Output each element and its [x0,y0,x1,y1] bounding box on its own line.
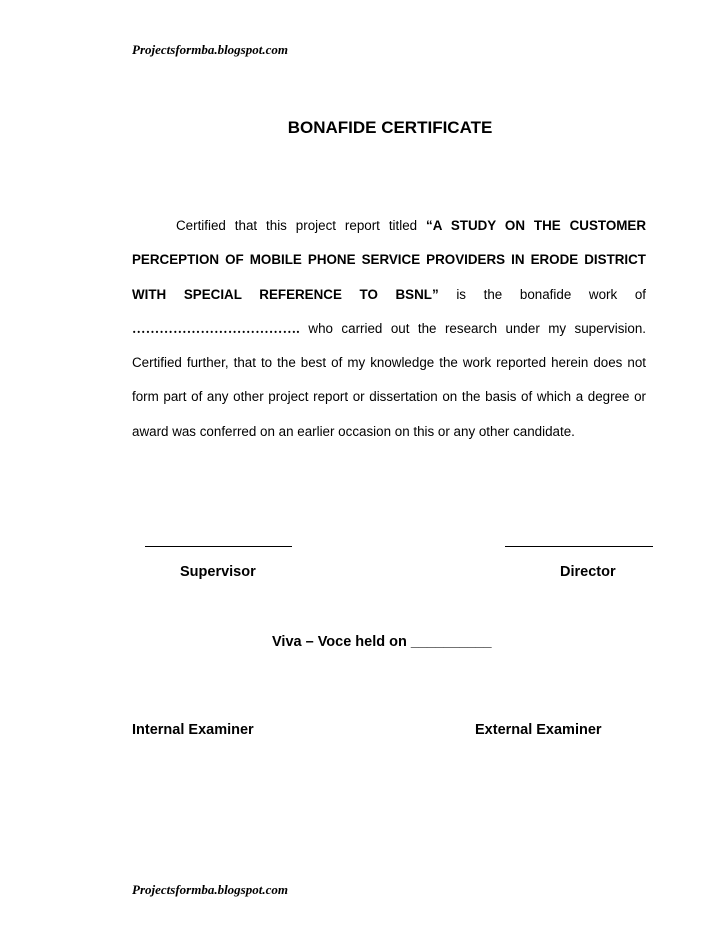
internal-examiner-label: Internal Examiner [132,722,254,738]
student-name-placeholder: ………………………………. [132,320,300,336]
page-title: BONAFIDE CERTIFICATE [287,118,493,137]
certificate-paragraph [132,209,646,449]
project-title-text: “A STUDY ON THE CUSTOMER PERCEPTION OF MOBILE PHONE SERVICE PROVIDERS IN ERODE DISTRICT WITH SPECIAL REFERENCE TO BSNL” [132,218,646,302]
body-intro-text: Certified that this project report titled [176,218,427,233]
supervisor-label: Supervisor [180,564,256,580]
viva-voce-label: Viva – Voce held on __________ [272,634,492,650]
header-site-label: Projectsformba.blogspot.com [132,42,288,57]
director-label: Director [560,564,616,580]
body-bonafide-text: is the bonafide work of [438,286,646,302]
external-examiner-label: External Examiner [475,722,602,738]
certificate-body [132,209,646,449]
body-remaining-text: who carried out the research under my supervision. Certified further, that to the best of my knowledge the work reported herein does not form part of any other project report or dissertation on the basis of which a degree or award was conferred on an earlier occasion on this or any other candidate. [132,320,646,439]
supervisor-signature-line [145,546,292,547]
director-signature-line [505,546,653,547]
footer-site-label: Projectsformba.blogspot.com [132,882,288,897]
